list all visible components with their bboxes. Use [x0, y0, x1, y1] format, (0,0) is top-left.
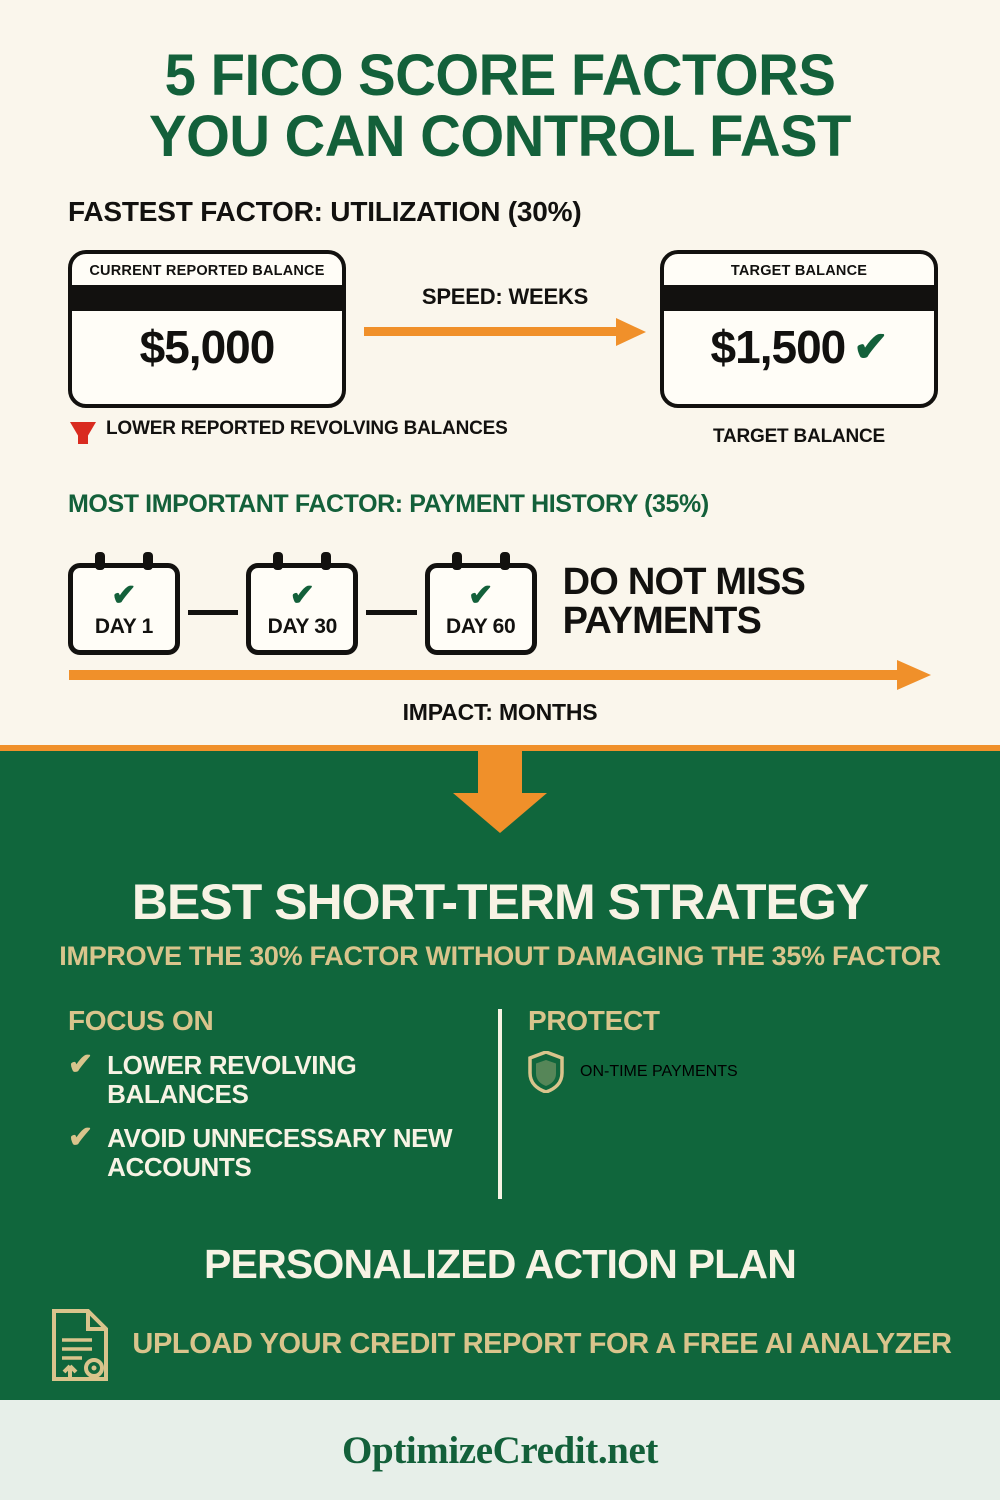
target-balance-amount-row [664, 311, 934, 383]
calendar-ring-icon [273, 552, 283, 570]
speed-label: SPEED: WEEKS [421, 283, 589, 309]
impact-label: IMPACT: MONTHS [402, 698, 598, 725]
list-item [68, 1121, 498, 1183]
calendar-ring-icon [500, 552, 510, 570]
lower-balances-note [70, 418, 508, 440]
protect-item-label: ON-TIME PAYMENTS [580, 1063, 738, 1081]
calendar-ring-icon [321, 552, 331, 570]
calendar-ring-icon [143, 552, 153, 570]
calendar-label: DAY 60 [445, 614, 516, 638]
balance-comparison [0, 250, 1000, 410]
section-arrow-down-icon [453, 751, 547, 833]
page-title [15, 0, 985, 168]
footer [0, 1400, 1000, 1500]
calendar-ring-icon [95, 552, 105, 570]
headline-line-1: 5 FICO SCORE FACTORS [164, 43, 836, 108]
card-magnetic-stripe [72, 285, 342, 311]
action-plan-title: PERSONALIZED ACTION PLAN [203, 1241, 797, 1288]
check-icon: ✔ [289, 578, 315, 612]
divider [498, 1009, 502, 1199]
calendar-day-1 [68, 563, 180, 655]
calendar-label: DAY 1 [94, 614, 153, 638]
do-not-miss-callout: DO NOT MISS PAYMENTS [562, 561, 806, 643]
protect-column [528, 1005, 932, 1199]
lower-balances-text: LOWER REPORTED REVOLVING BALANCES [106, 417, 508, 439]
list-item-label: AVOID UNNECESSARY NEW ACCOUNTS [107, 1123, 453, 1183]
calendar-label: DAY 30 [267, 614, 338, 638]
current-balance-amount: $5,000 [139, 320, 275, 373]
utilization-section-label: FASTEST FACTOR: UTILIZATION (30%) [68, 195, 582, 227]
footer-brand: OptimizeCredit.net [342, 1428, 658, 1472]
current-balance-label: CURRENT REPORTED BALANCE [89, 262, 325, 279]
check-icon: ✔ [68, 1121, 94, 1155]
action-plan-text: UPLOAD YOUR CREDIT REPORT FOR A FREE AI ANALYZER [132, 1328, 952, 1361]
focus-heading: FOCUS ON [68, 1005, 214, 1037]
current-balance-card [68, 250, 346, 408]
payment-history-section-label: MOST IMPORTANT FACTOR: PAYMENT HISTORY (35%) [68, 489, 709, 518]
list-item [68, 1048, 498, 1109]
check-icon: ✔ [853, 322, 888, 370]
document-upload-icon [48, 1308, 112, 1382]
protect-heading: PROTECT [528, 1005, 660, 1037]
target-balance-card [660, 250, 938, 408]
calendar-day-60 [425, 563, 537, 655]
timeline-connector [188, 610, 238, 615]
calendar-ring-icon [452, 552, 462, 570]
arrow-down-icon [70, 422, 96, 444]
calendar-day-30 [246, 563, 358, 655]
card-magnetic-stripe [664, 285, 934, 311]
focus-column [68, 1005, 498, 1199]
strategy-title: BEST SHORT-TERM STRATEGY [131, 874, 869, 930]
impact-arrow-icon [69, 667, 931, 683]
target-balance-note: TARGET BALANCE [712, 425, 886, 447]
check-icon: ✔ [68, 1048, 94, 1082]
check-icon: ✔ [111, 578, 137, 612]
speed-indicator [360, 284, 650, 338]
list-item [528, 1051, 932, 1093]
top-section [0, 0, 1000, 745]
strategy-section [0, 745, 1000, 1400]
headline-line-2: YOU CAN CONTROL FAST [149, 103, 851, 169]
target-balance-label: TARGET BALANCE [730, 262, 868, 279]
card-footnotes [0, 418, 1000, 476]
right-arrow-icon [364, 324, 646, 338]
list-item-label: LOWER REVOLVING BALANCES [107, 1050, 357, 1109]
timeline-connector [366, 610, 416, 615]
strategy-columns [0, 1005, 1000, 1199]
shield-icon [528, 1051, 564, 1093]
check-icon: ✔ [468, 578, 494, 612]
current-balance-amount-row [72, 311, 342, 383]
payment-timeline [0, 535, 1000, 655]
target-balance-amount: $1,500 [710, 320, 846, 373]
strategy-subtitle: IMPROVE THE 30% FACTOR WITHOUT DAMAGING THE 35% FACTOR [59, 941, 941, 971]
action-plan-row [0, 1308, 1000, 1382]
